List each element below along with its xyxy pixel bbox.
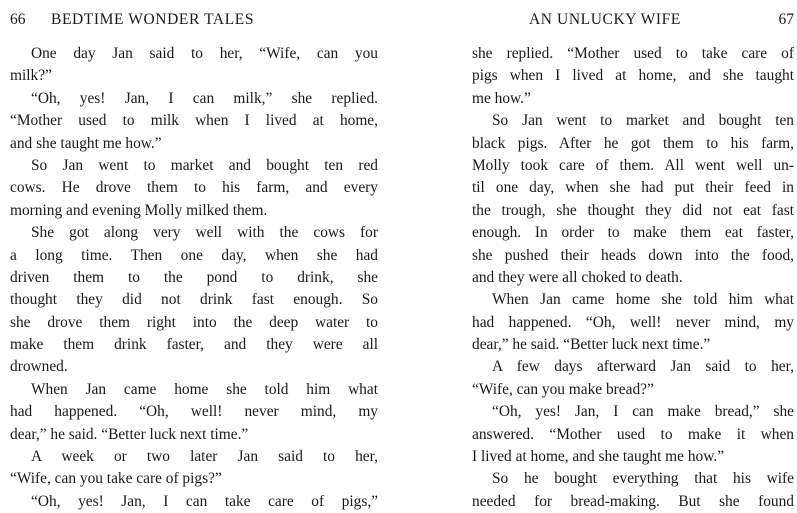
text-line: So he bought everything that his wife [492, 470, 794, 488]
left-page-number: 66 [10, 11, 26, 28]
text-line: So Jan went to market and bought ten [492, 112, 794, 130]
text-line: “Oh, yes! Jan, I can take care of pigs,” [31, 492, 378, 510]
text-line: til one day, when she had put their feed in [472, 179, 794, 197]
text-line: she replied. “Mother used to take care of [472, 45, 794, 62]
text-line: she pushed their heads down into the food, [472, 246, 794, 264]
text-line: She got along very well with the cows for [31, 224, 378, 242]
text-line: and they were all choked to death. [472, 268, 683, 286]
right-running-head [472, 11, 794, 35]
left-page [10, 0, 378, 510]
right-body-text [472, 43, 794, 513]
text-line: a long time. Then one day, when she had [10, 246, 378, 264]
text-line: had happened. “Oh, well! never mind, my [472, 313, 794, 331]
text-line: Molly took care of them. All went well un- [472, 156, 794, 174]
text-line: dear,” he said. “Better luck next time.” [10, 425, 249, 443]
text-line: make them drink faster, and they were all [10, 336, 378, 354]
text-line: answered. “Mother used to make it when [472, 425, 794, 443]
text-line: “Wife, can you take care of pigs?” [10, 470, 222, 488]
text-line: and she taught me how.” [10, 134, 162, 152]
right-running-title: AN UNLUCKY WIFE [529, 11, 681, 28]
text-line: “Mother used to milk when I lived at home, [10, 112, 378, 130]
text-line: “Oh, yes! Jan, I can milk,” she replied. [31, 89, 378, 107]
text-line: “Oh, yes! Jan, I can make bread,” she [492, 403, 794, 421]
text-line: the trough, she thought they did not eat fast [472, 201, 794, 219]
text-line: morning and evening Molly milked them. [10, 201, 268, 219]
left-running-title: BEDTIME WONDER TALES [51, 11, 255, 28]
text-line: cows. He drove them to his farm, and every [10, 179, 378, 197]
text-line: When Jan came home she told him what [492, 291, 794, 309]
text-line: she drove them right into the deep water to [10, 313, 378, 331]
text-line: “Wife, can you make bread?” [472, 380, 654, 398]
text-line: When Jan came home she told him what [31, 380, 378, 398]
text-line: One day Jan said to her, “Wife, can you [31, 45, 378, 62]
text-line: So Jan went to market and bought ten red [31, 156, 378, 174]
text-line: pigs when I lived at home, and she taught [472, 67, 794, 85]
text-line: black pigs. After he got them to his farm, [472, 134, 794, 152]
text-line: needed for bread-making. But she found [472, 492, 794, 510]
text-line: me how.” [472, 89, 531, 107]
left-running-head [10, 11, 378, 35]
text-line: drowned. [10, 358, 68, 376]
text-line: thought they did not drink fast enough. So [10, 291, 378, 309]
right-page-number: 67 [778, 11, 794, 28]
left-body-text [10, 43, 378, 513]
text-line: driven them to the pond to drink, she [10, 268, 378, 286]
text-line: I lived at home, and she taught me how.” [472, 448, 725, 466]
text-line: A week or two later Jan said to her, [31, 448, 378, 466]
text-line: enough. In order to make them eat faster, [472, 224, 794, 242]
text-line: had happened. “Oh, well! never mind, my [10, 403, 378, 421]
text-line: milk?” [10, 67, 52, 85]
text-line: A few days afterward Jan said to her, [492, 358, 794, 376]
right-page [472, 0, 794, 510]
text-line: dear,” he said. “Better luck next time.” [472, 336, 711, 354]
